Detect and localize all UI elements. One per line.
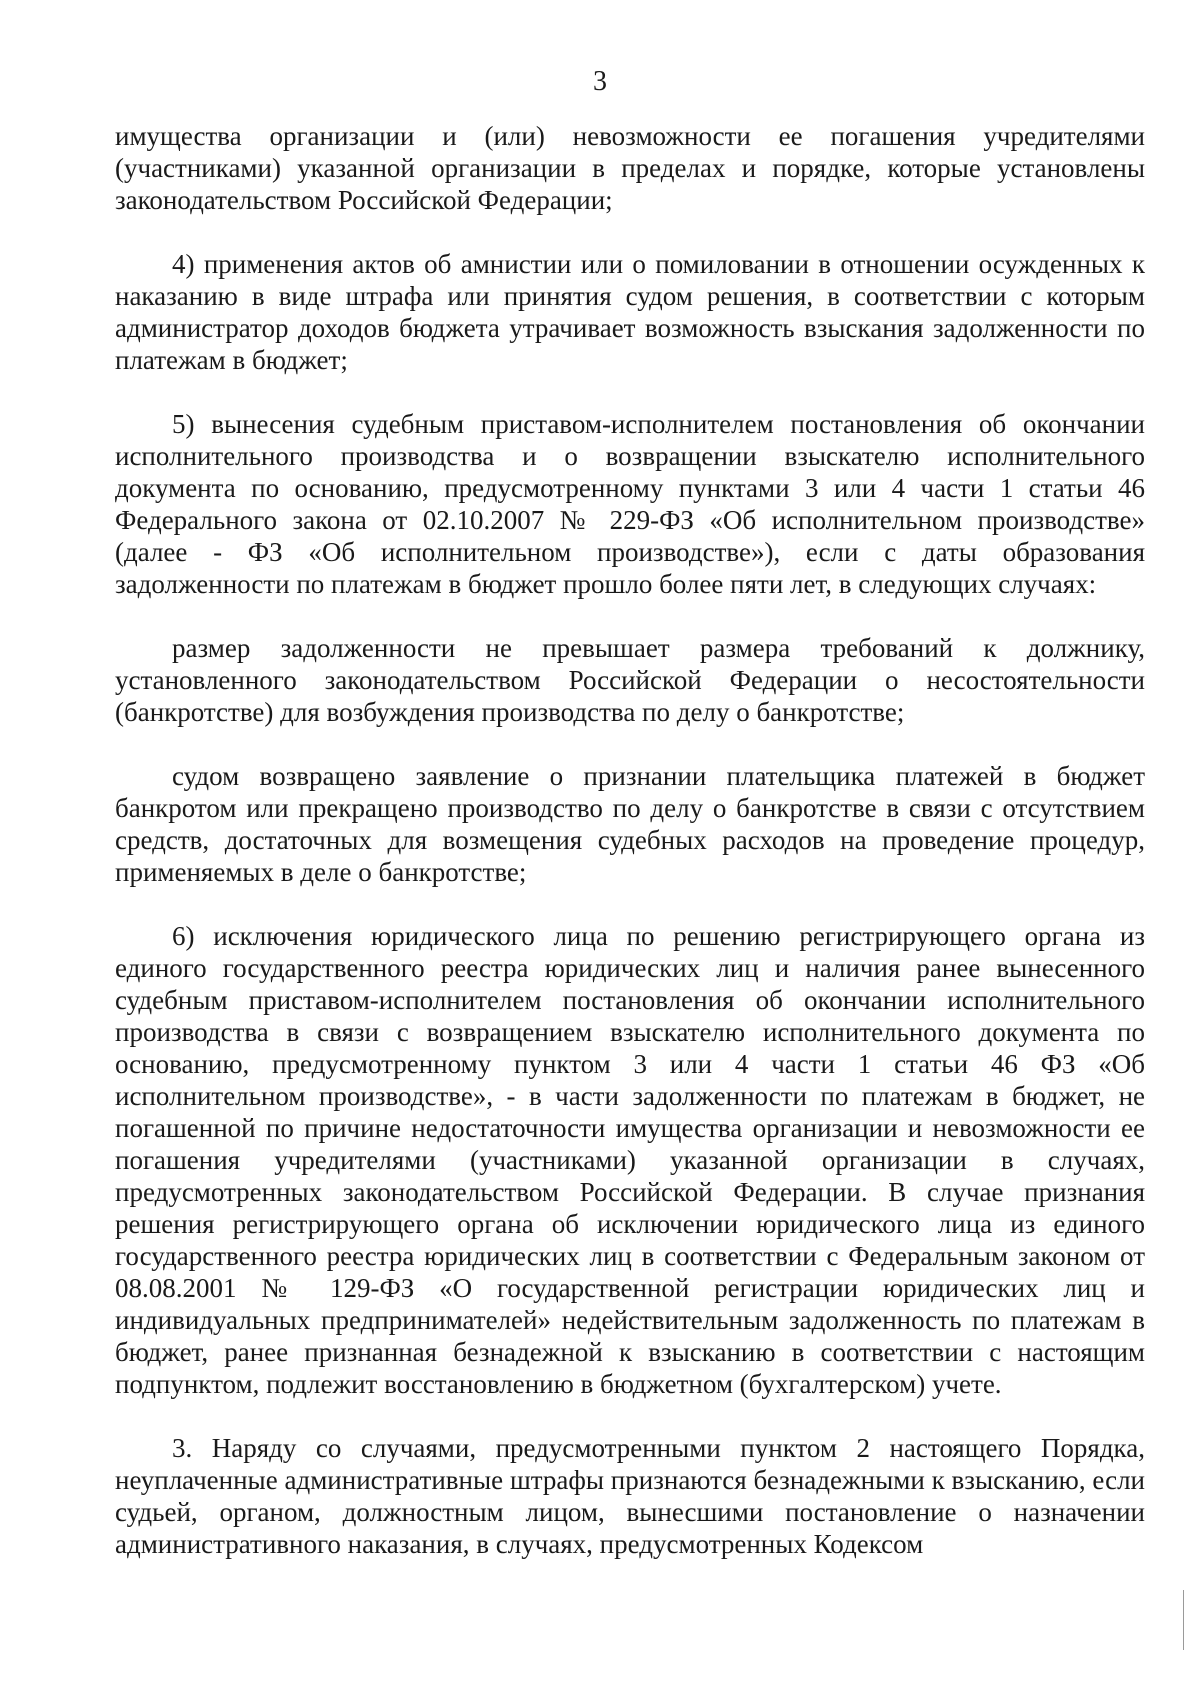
page-number: 3 <box>593 66 607 97</box>
paragraph-item-5: 5) вынесения судебным приставом-исполнителем постановления об окончании исполнительного производства и о возвращении взыскателю исполнительного документа по основанию, предусмотренному пунктами 3 или 4 части 1 статьи 46 Федерального закона от 02.10.2007 № 229-ФЗ «Об исполнительном производстве» (далее - ФЗ «Об исполнительном производстве»), если с даты образования задолженности по платежам в бюджет прошло более пяти лет, в следующих случаях: <box>115 409 1145 599</box>
paragraph-clause-3: 3. Наряду со случаями, предусмотренными пунктом 2 настоящего Порядка, неуплаченные административные штрафы признаются безнадежными к взысканию, если судьей, органом, должностным лицом, вынесшими постановление о назначении административного наказания, в случаях, предусмотренных Кодексом <box>115 1433 1145 1559</box>
paragraph-continuation: имущества организации и (или) невозможности ее погашения учредителями (участниками) указанной организации в пределах и порядке, которые установлены законодательством Российской Федерации; <box>115 121 1145 215</box>
paragraph-item-4: 4) применения актов об амнистии или о помиловании в отношении осужденных к наказанию в виде штрафа или принятия судом решения, в соответствии с которым администратор доходов бюджета утрачивает возможность взыскания задолженности по платежам в бюджет; <box>115 249 1145 375</box>
paragraph-item-6: 6) исключения юридического лица по решению регистрирующего органа из единого государственного реестра юридических лиц и наличия ранее вынесенного судебным приставом-исполнителем постановления об окончании исполнительного производства в связи с возвращением взыскателю исполнительного документа по основанию, предусмотренному пунктом 3 или 4 части 1 статьи 46 ФЗ «Об исполнительном производстве», - в части задолженности по платежам в бюджет, не погашенной по причине недостаточности имущества организации и невозможности ее погашения учредителями (участниками) указанной организации в случаях, предусмотренных законодательством Российской Федерации. В случае признания решения регистрирующего органа об исключении юридического лица из единого государственного реестра юридических лиц в соответствии с Федеральным законом от 08.08.2001 № 129-ФЗ «О государственной регистрации юридических лиц и индивидуальных предпринимателей» недействительным задолженность по платежам в бюджет, ранее признанная безнадежной к взысканию в соответствии с настоящим подпунктом, подлежит восстановлению в бюджетном (бухгалтерском) учете. <box>115 921 1145 1399</box>
document-body <box>115 120 1145 1560</box>
scan-margin-line <box>1183 1590 1184 1650</box>
paragraph-subcase-debt-size: размер задолженности не превышает размера требований к должнику, установленного законодательством Российской Федерации о несостоятельности (банкротстве) для возбуждения производства по делу о банкротстве; <box>115 633 1145 727</box>
paragraph-subcase-court-return: судом возвращено заявление о признании плательщика платежей в бюджет банкротом или прекращено производство по делу о банкротстве в связи с отсутствием средств, достаточных для возмещения судебных расходов на проведение процедур, применяемых в деле о банкротстве; <box>115 761 1145 887</box>
